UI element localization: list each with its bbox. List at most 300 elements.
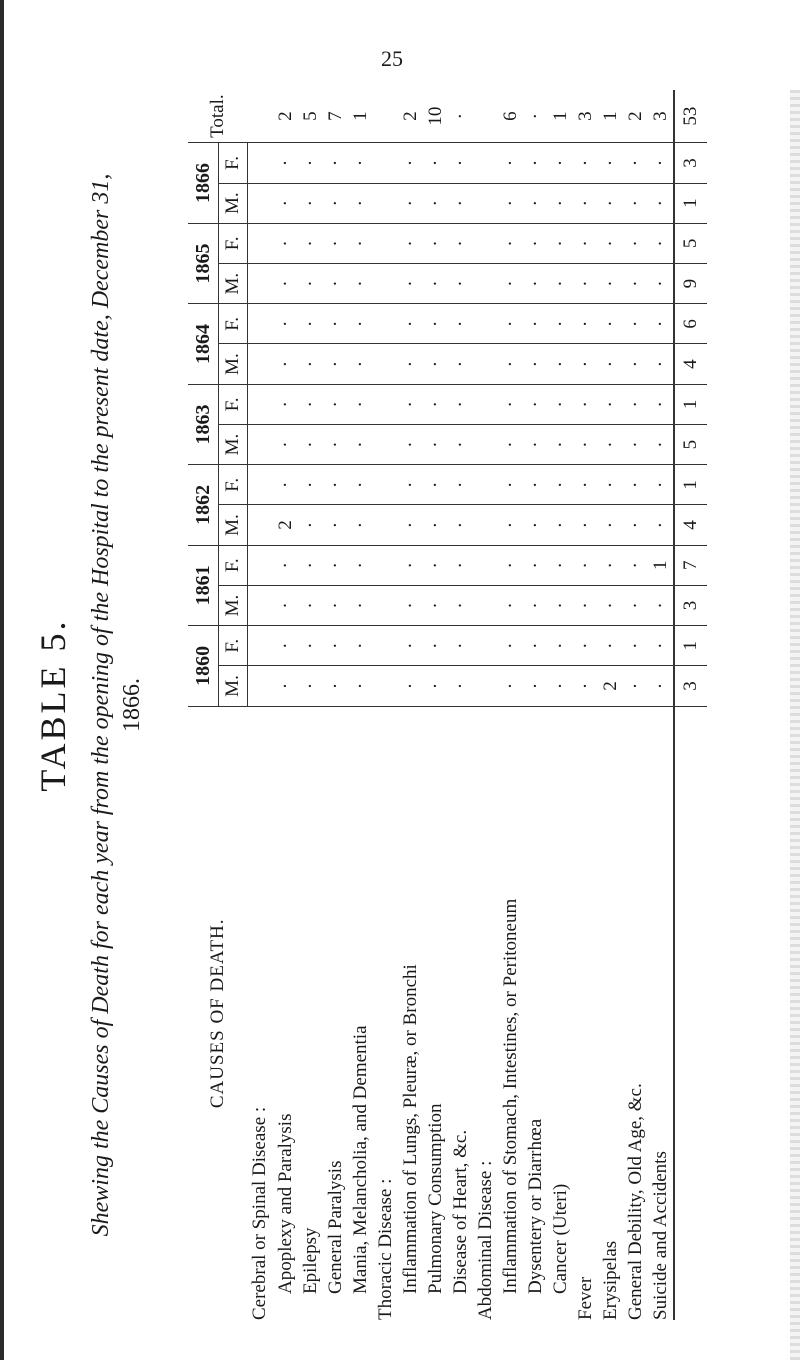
count-cell: ·: [623, 626, 648, 666]
count-cell: [373, 264, 398, 304]
count-cell: ·: [448, 505, 473, 545]
count-cell: ·: [448, 465, 473, 505]
causes-header: CAUSES OF DEATH.: [206, 918, 228, 1109]
row-total-cell: 2: [273, 90, 298, 143]
male-header: M.: [219, 666, 248, 706]
count-cell: ·: [573, 304, 598, 344]
count-cell: ·: [548, 304, 573, 344]
count-cell: ·: [398, 143, 423, 183]
cause-label: Dysentery or Diarrhœa: [524, 1118, 546, 1294]
column-total-cell: 5: [674, 424, 707, 464]
year-header: 1866: [188, 143, 219, 223]
count-cell: ·: [448, 585, 473, 625]
count-cell: [373, 223, 398, 263]
count-cell: [248, 183, 274, 223]
year-header: 1862: [188, 465, 219, 545]
count-cell: ·: [348, 384, 373, 424]
table-row: [398, 90, 423, 1320]
count-cell: 2: [598, 666, 623, 706]
count-cell: ·: [523, 626, 548, 666]
count-cell: ·: [548, 424, 573, 464]
count-cell: ·: [448, 666, 473, 706]
year-header: 1861: [188, 545, 219, 625]
row-total-cell: 1: [348, 90, 373, 143]
count-cell: ·: [348, 465, 373, 505]
count-cell: ·: [523, 264, 548, 304]
row-total-cell: 3: [648, 90, 674, 143]
count-cell: ·: [398, 424, 423, 464]
female-header: F.: [219, 545, 248, 585]
count-cell: ·: [498, 384, 523, 424]
count-cell: ·: [448, 143, 473, 183]
count-cell: [473, 384, 498, 424]
count-cell: ·: [448, 183, 473, 223]
table-heading: [20, 90, 146, 1320]
male-header: M.: [219, 344, 248, 384]
count-cell: ·: [548, 626, 573, 666]
count-cell: [373, 585, 398, 625]
count-cell: ·: [548, 223, 573, 263]
count-cell: ·: [323, 183, 348, 223]
count-cell: ·: [523, 465, 548, 505]
count-cell: ·: [523, 585, 548, 625]
count-cell: ·: [623, 585, 648, 625]
count-cell: ·: [398, 183, 423, 223]
count-cell: ·: [273, 424, 298, 464]
count-cell: ·: [323, 304, 348, 344]
count-cell: ·: [548, 505, 573, 545]
count-cell: ·: [423, 223, 448, 263]
count-cell: ·: [573, 183, 598, 223]
count-cell: ·: [273, 344, 298, 384]
count-cell: [373, 545, 398, 585]
male-header: M.: [219, 264, 248, 304]
count-cell: [248, 585, 274, 625]
count-cell: ·: [548, 545, 573, 585]
rotated-table-content: [20, 90, 800, 1320]
cause-group-label: Abdominal Disease :: [474, 1160, 496, 1320]
female-header: F.: [219, 143, 248, 183]
count-cell: ·: [298, 505, 323, 545]
count-cell: ·: [623, 264, 648, 304]
count-cell: [473, 585, 498, 625]
count-cell: ·: [298, 626, 323, 666]
count-cell: ·: [273, 465, 298, 505]
count-cell: [373, 183, 398, 223]
binding-edge: [0, 0, 4, 1360]
table-row: [348, 90, 373, 1320]
cause-label: Disease of Heart, &c.: [449, 1129, 471, 1294]
count-cell: ·: [598, 585, 623, 625]
column-total-cell: 1: [674, 183, 707, 223]
count-cell: ·: [423, 264, 448, 304]
count-cell: ·: [598, 465, 623, 505]
count-cell: ·: [398, 344, 423, 384]
count-cell: ·: [598, 384, 623, 424]
count-cell: ·: [648, 223, 674, 263]
male-header: M.: [219, 505, 248, 545]
count-cell: ·: [598, 264, 623, 304]
count-cell: ·: [298, 223, 323, 263]
count-cell: ·: [598, 183, 623, 223]
count-cell: ·: [348, 666, 373, 706]
count-cell: ·: [298, 545, 323, 585]
count-cell: [248, 465, 274, 505]
count-cell: [248, 384, 274, 424]
count-cell: ·: [623, 344, 648, 384]
count-cell: [248, 545, 274, 585]
count-cell: ·: [498, 465, 523, 505]
count-cell: ·: [523, 304, 548, 344]
count-cell: ·: [648, 626, 674, 666]
count-cell: ·: [273, 143, 298, 183]
row-total-cell: [373, 90, 398, 143]
count-cell: ·: [498, 505, 523, 545]
count-cell: ·: [598, 626, 623, 666]
count-cell: ·: [398, 465, 423, 505]
cause-group-label: Thoracic Disease :: [374, 1178, 396, 1320]
count-cell: ·: [423, 384, 448, 424]
count-cell: ·: [423, 666, 448, 706]
count-cell: ·: [548, 264, 573, 304]
count-cell: ·: [273, 384, 298, 424]
count-cell: ·: [398, 666, 423, 706]
count-cell: ·: [348, 585, 373, 625]
count-cell: ·: [573, 344, 598, 384]
grand-total-cell: 53: [674, 90, 707, 143]
table-row: [648, 90, 674, 1320]
column-total-cell: 1: [674, 626, 707, 666]
count-cell: [473, 465, 498, 505]
count-cell: ·: [398, 304, 423, 344]
count-cell: ·: [498, 424, 523, 464]
count-cell: ·: [273, 264, 298, 304]
count-cell: [473, 666, 498, 706]
totals-row: [674, 90, 707, 1320]
count-cell: ·: [348, 143, 373, 183]
year-header-row: [188, 90, 219, 1320]
row-total-cell: 1: [598, 90, 623, 143]
totals-blank: [674, 706, 707, 1320]
count-cell: ·: [348, 264, 373, 304]
count-cell: ·: [548, 183, 573, 223]
count-cell: ·: [423, 183, 448, 223]
cause-label: Mania, Melancholia, and Dementia: [349, 1025, 371, 1294]
count-cell: ·: [348, 424, 373, 464]
count-cell: ·: [548, 666, 573, 706]
count-cell: ·: [648, 666, 674, 706]
row-total-cell: [473, 90, 498, 143]
total-header: Total.: [188, 90, 248, 143]
count-cell: ·: [348, 183, 373, 223]
count-cell: [373, 344, 398, 384]
count-cell: ·: [273, 626, 298, 666]
count-cell: ·: [398, 545, 423, 585]
count-cell: ·: [323, 143, 348, 183]
column-total-cell: 3: [674, 585, 707, 625]
count-cell: ·: [648, 465, 674, 505]
count-cell: ·: [573, 223, 598, 263]
count-cell: ·: [523, 223, 548, 263]
count-cell: ·: [398, 505, 423, 545]
count-cell: ·: [623, 545, 648, 585]
count-cell: ·: [648, 143, 674, 183]
count-cell: ·: [648, 424, 674, 464]
count-cell: [248, 626, 274, 666]
male-header: M.: [219, 585, 248, 625]
count-cell: ·: [548, 384, 573, 424]
column-total-cell: 3: [674, 143, 707, 183]
count-cell: ·: [323, 585, 348, 625]
count-cell: ·: [298, 666, 323, 706]
count-cell: ·: [598, 505, 623, 545]
count-cell: ·: [323, 344, 348, 384]
table-row: [573, 90, 598, 1320]
count-cell: [473, 344, 498, 384]
row-total-cell: ·: [523, 90, 548, 143]
count-cell: ·: [298, 304, 323, 344]
count-cell: ·: [323, 465, 348, 505]
count-cell: ·: [523, 424, 548, 464]
count-cell: [373, 465, 398, 505]
column-total-cell: 4: [674, 344, 707, 384]
count-cell: [373, 505, 398, 545]
cause-label: Apoplexy and Paralysis: [274, 1113, 296, 1294]
count-cell: [473, 304, 498, 344]
count-cell: ·: [598, 143, 623, 183]
count-cell: ·: [623, 223, 648, 263]
count-cell: [248, 223, 274, 263]
column-total-cell: 5: [674, 223, 707, 263]
count-cell: ·: [523, 545, 548, 585]
cause-group-label: Fever: [574, 1276, 596, 1320]
row-total-cell: 10: [423, 90, 448, 143]
row-total-cell: 5: [298, 90, 323, 143]
count-cell: ·: [573, 264, 598, 304]
cause-group-label: General Debility, Old Age, &c.: [624, 1083, 646, 1320]
column-total-cell: 4: [674, 505, 707, 545]
count-cell: ·: [523, 143, 548, 183]
count-cell: ·: [448, 545, 473, 585]
table-row: [473, 90, 498, 1320]
count-cell: ·: [523, 344, 548, 384]
count-cell: [373, 666, 398, 706]
count-cell: ·: [648, 344, 674, 384]
count-cell: ·: [423, 424, 448, 464]
row-total-cell: 2: [623, 90, 648, 143]
table-row: [423, 90, 448, 1320]
count-cell: ·: [348, 304, 373, 344]
female-header: F.: [219, 384, 248, 424]
count-cell: ·: [548, 465, 573, 505]
count-cell: ·: [448, 264, 473, 304]
count-cell: ·: [323, 626, 348, 666]
count-cell: [248, 666, 274, 706]
female-header: F.: [219, 465, 248, 505]
count-cell: ·: [598, 223, 623, 263]
count-cell: ·: [298, 424, 323, 464]
row-total-cell: 6: [498, 90, 523, 143]
count-cell: ·: [423, 626, 448, 666]
cause-label: General Paralysis: [324, 1160, 346, 1294]
count-cell: ·: [298, 344, 323, 384]
count-cell: ·: [448, 304, 473, 344]
count-cell: ·: [423, 344, 448, 384]
count-cell: ·: [498, 545, 523, 585]
count-cell: ·: [498, 264, 523, 304]
female-header: F.: [219, 223, 248, 263]
count-cell: ·: [273, 223, 298, 263]
count-cell: ·: [323, 384, 348, 424]
count-cell: ·: [598, 545, 623, 585]
count-cell: ·: [573, 384, 598, 424]
table-row: [248, 90, 274, 1320]
count-cell: ·: [398, 384, 423, 424]
count-cell: ·: [573, 505, 598, 545]
count-cell: ·: [573, 585, 598, 625]
table-row: [373, 90, 398, 1320]
count-cell: [248, 143, 274, 183]
table-row: [448, 90, 473, 1320]
male-header: M.: [219, 183, 248, 223]
count-cell: ·: [648, 264, 674, 304]
count-cell: [373, 143, 398, 183]
count-cell: ·: [273, 545, 298, 585]
count-cell: ·: [448, 424, 473, 464]
count-cell: ·: [598, 424, 623, 464]
count-cell: ·: [498, 304, 523, 344]
count-cell: [473, 183, 498, 223]
count-cell: ·: [423, 545, 448, 585]
count-cell: ·: [623, 424, 648, 464]
count-cell: ·: [498, 143, 523, 183]
year-header: 1863: [188, 384, 219, 464]
row-total-cell: 1: [548, 90, 573, 143]
count-cell: ·: [648, 304, 674, 344]
count-cell: ·: [448, 223, 473, 263]
count-cell: ·: [273, 304, 298, 344]
count-cell: ·: [448, 626, 473, 666]
cause-label: Cancer (Uteri): [549, 1183, 571, 1294]
count-cell: ·: [498, 223, 523, 263]
count-cell: ·: [323, 223, 348, 263]
count-cell: ·: [448, 344, 473, 384]
count-cell: ·: [548, 143, 573, 183]
count-cell: ·: [323, 545, 348, 585]
count-cell: ·: [623, 183, 648, 223]
count-cell: 1: [648, 545, 674, 585]
count-cell: ·: [598, 344, 623, 384]
count-cell: ·: [623, 143, 648, 183]
count-cell: ·: [523, 666, 548, 706]
count-cell: ·: [398, 223, 423, 263]
column-total-cell: 9: [674, 264, 707, 304]
count-cell: [473, 264, 498, 304]
count-cell: ·: [523, 384, 548, 424]
count-cell: ·: [273, 585, 298, 625]
count-cell: ·: [498, 626, 523, 666]
cause-group-label: Suicide and Accidents: [649, 1151, 671, 1320]
count-cell: ·: [423, 505, 448, 545]
column-total-cell: 1: [674, 384, 707, 424]
row-total-cell: 7: [323, 90, 348, 143]
table-row: [523, 90, 548, 1320]
count-cell: ·: [623, 505, 648, 545]
female-header: F.: [219, 626, 248, 666]
count-cell: [473, 143, 498, 183]
count-cell: ·: [298, 183, 323, 223]
count-cell: ·: [648, 585, 674, 625]
row-total-cell: ·: [448, 90, 473, 143]
count-cell: ·: [523, 505, 548, 545]
count-cell: ·: [498, 666, 523, 706]
count-cell: ·: [598, 304, 623, 344]
page-number: 25: [381, 46, 403, 71]
table-row: [323, 90, 348, 1320]
count-cell: ·: [423, 465, 448, 505]
count-cell: ·: [623, 384, 648, 424]
count-cell: ·: [398, 626, 423, 666]
count-cell: ·: [348, 545, 373, 585]
column-total-cell: 6: [674, 304, 707, 344]
count-cell: ·: [548, 344, 573, 384]
count-cell: ·: [323, 505, 348, 545]
count-cell: [248, 344, 274, 384]
table-body: [248, 90, 708, 1320]
count-cell: 2: [273, 505, 298, 545]
count-cell: ·: [298, 465, 323, 505]
count-cell: ·: [423, 304, 448, 344]
table-row: [298, 90, 323, 1320]
cause-group-label: Erysipelas: [599, 1240, 621, 1320]
count-cell: ·: [623, 465, 648, 505]
count-cell: ·: [573, 666, 598, 706]
count-cell: ·: [623, 304, 648, 344]
column-total-cell: 7: [674, 545, 707, 585]
column-total-cell: 3: [674, 666, 707, 706]
year-header: 1860: [188, 626, 219, 706]
count-cell: ·: [323, 666, 348, 706]
count-cell: [373, 304, 398, 344]
column-total-cell: 1: [674, 465, 707, 505]
count-cell: [248, 505, 274, 545]
count-cell: ·: [498, 585, 523, 625]
year-header: 1865: [188, 223, 219, 303]
table-row: [623, 90, 648, 1320]
count-cell: ·: [423, 585, 448, 625]
count-cell: ·: [348, 223, 373, 263]
causes-of-death-table: [188, 90, 707, 1320]
count-cell: ·: [573, 465, 598, 505]
count-cell: [473, 545, 498, 585]
count-cell: ·: [398, 264, 423, 304]
table-subtitle: Shewing the Causes of Death for each year from the opening of the Hospital to the present date, December 31,: [88, 173, 114, 1237]
count-cell: ·: [323, 424, 348, 464]
count-cell: ·: [648, 384, 674, 424]
count-cell: ·: [323, 264, 348, 304]
count-cell: ·: [298, 384, 323, 424]
count-cell: [473, 505, 498, 545]
count-cell: ·: [648, 183, 674, 223]
count-cell: ·: [623, 666, 648, 706]
count-cell: ·: [573, 545, 598, 585]
row-total-cell: 3: [573, 90, 598, 143]
count-cell: ·: [523, 183, 548, 223]
count-cell: ·: [498, 344, 523, 384]
count-cell: [373, 384, 398, 424]
count-cell: ·: [348, 344, 373, 384]
cause-label: Inflammation of Lungs, Pleuræ, or Bronchi: [399, 964, 421, 1294]
